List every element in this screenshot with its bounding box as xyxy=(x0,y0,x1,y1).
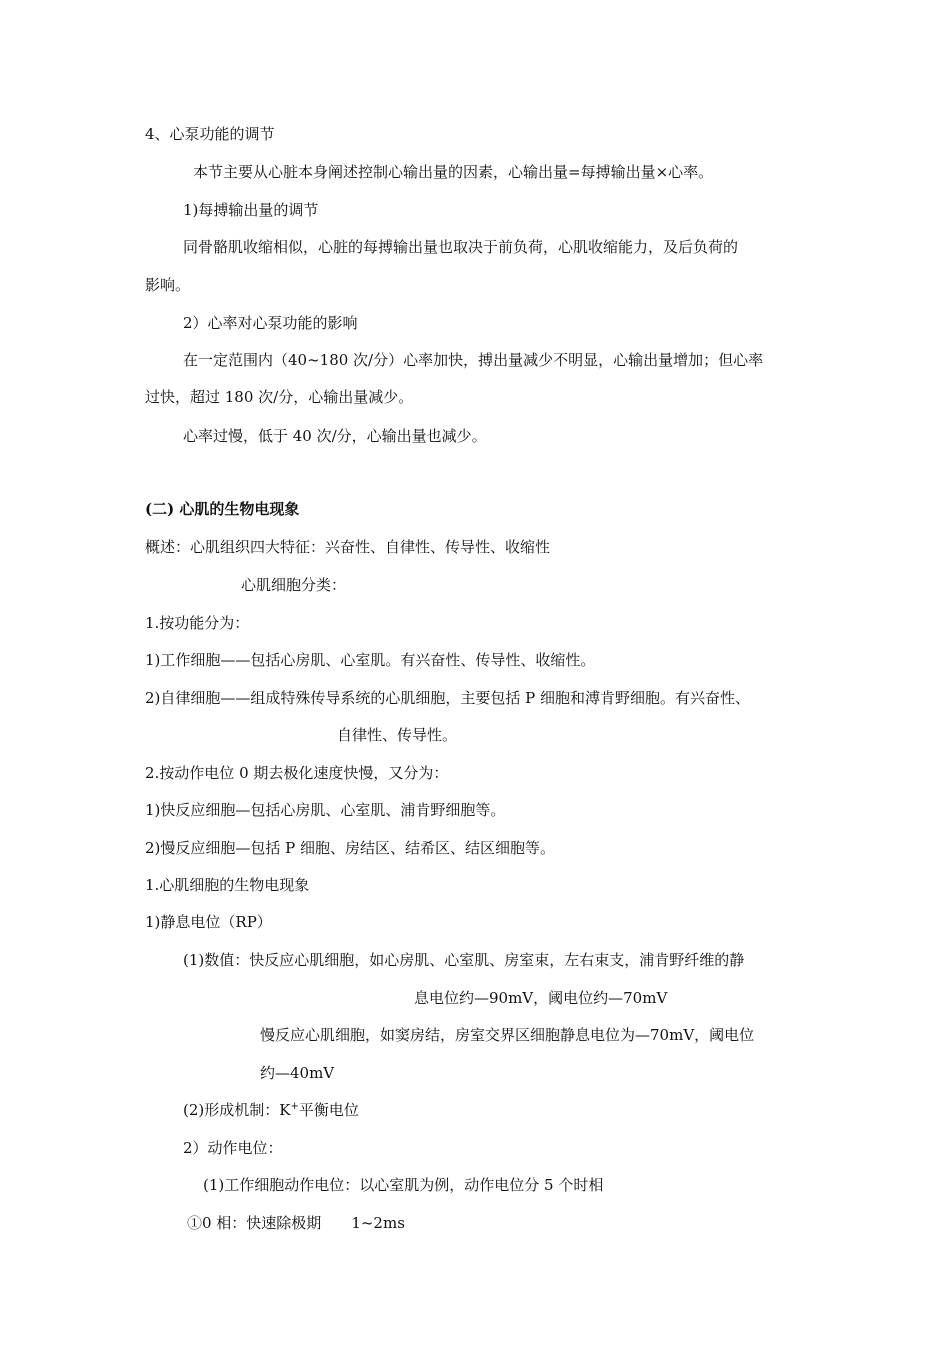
subheading-action-potential: 2）动作电位： xyxy=(183,1139,283,1157)
paragraph-intro: 本节主要从心脏本身阐述控制心输出量的因素，心输出量=每搏输出量×心率。 xyxy=(193,163,714,181)
list-item-working-cells: 1)工作细胞——包括心房肌、心室肌。有兴奋性、传导性、收缩性。 xyxy=(145,651,596,669)
formation-mechanism-prefix: (2)形成机制：K xyxy=(183,1101,291,1119)
formation-mechanism-suffix: 平衡电位 xyxy=(298,1101,359,1119)
list-heading-by-depolarization: 2.按动作电位 0 期去极化速度快慢，又分为： xyxy=(145,764,449,782)
paragraph-stroke-volume-cont: 影响。 xyxy=(145,276,191,294)
paragraph-rp-values-cont: 息电位约—90mV，阈电位约—70mV xyxy=(414,989,668,1007)
paragraph-working-cell-ap: (1)工作细胞动作电位：以心室肌为例，动作电位分 5 个时相 xyxy=(203,1176,604,1194)
section-heading-heart-pump-regulation: 4、心泵功能的调节 xyxy=(145,125,275,143)
section-heading-bioelectric: (二) 心肌的生物电现象 xyxy=(145,500,300,518)
subheading-stroke-volume: 1)每搏输出量的调节 xyxy=(183,201,319,219)
paragraph-slow-heart-rate: 心率过慢，低于 40 次/分，心输出量也减少。 xyxy=(183,427,487,445)
paragraph-rp-values: (1)数值：快反应心肌细胞，如心房肌、心室肌、房室束，左右束支，浦肯野纤维的静 xyxy=(183,951,745,969)
subheading-cardiac-bioelectric: 1.心肌细胞的生物电现象 xyxy=(145,876,310,894)
paragraph-formation-mechanism xyxy=(183,1100,359,1120)
list-item-autorhythmic-cells: 2)自律细胞——组成特殊传导系统的心肌细胞，主要包括 P 细胞和溥肯野细胞。有兴奋性、 xyxy=(145,689,751,707)
subheading-heart-rate: 2）心率对心泵功能的影响 xyxy=(183,314,358,332)
potassium-charge-superscript: + xyxy=(290,1101,299,1112)
list-item-fast-response: 1)快反应细胞—包括心房肌、心室肌、浦肯野细胞等。 xyxy=(145,801,506,819)
paragraph-stroke-volume: 同骨骼肌收缩相似，心脏的每搏输出量也取决于前负荷，心肌收缩能力，及后负荷的 xyxy=(183,238,739,256)
list-item-slow-response: 2)慢反应细胞—包括 P 细胞、房结区、结希区、结区细胞等。 xyxy=(145,839,556,857)
paragraph-phase-0: ①0 相：快速除极期 1~2ms xyxy=(187,1214,405,1232)
list-heading-by-function: 1.按功能分为： xyxy=(145,614,250,632)
list-item-autorhythmic-cells-cont: 自律性、传导性。 xyxy=(337,726,458,744)
paragraph-heart-rate-cont: 过快，超过 180 次/分，心输出量减少。 xyxy=(145,388,414,406)
paragraph-overview: 概述：心肌组织四大特征：兴奋性、自律性、传导性、收缩性 xyxy=(145,538,551,556)
paragraph-heart-rate: 在一定范围内（40~180 次/分）心率加快，搏出量减少不明显，心输出量增加；但心率 xyxy=(183,351,764,369)
paragraph-cell-classification: 心肌细胞分类： xyxy=(241,576,347,594)
subheading-resting-potential: 1)静息电位（RP） xyxy=(145,913,272,931)
paragraph-slow-response-rp: 慢反应心肌细胞，如窦房结，房室交界区细胞静息电位为—70mV，阈电位 xyxy=(260,1026,755,1044)
paragraph-slow-response-rp-cont: 约—40mV xyxy=(260,1064,335,1082)
